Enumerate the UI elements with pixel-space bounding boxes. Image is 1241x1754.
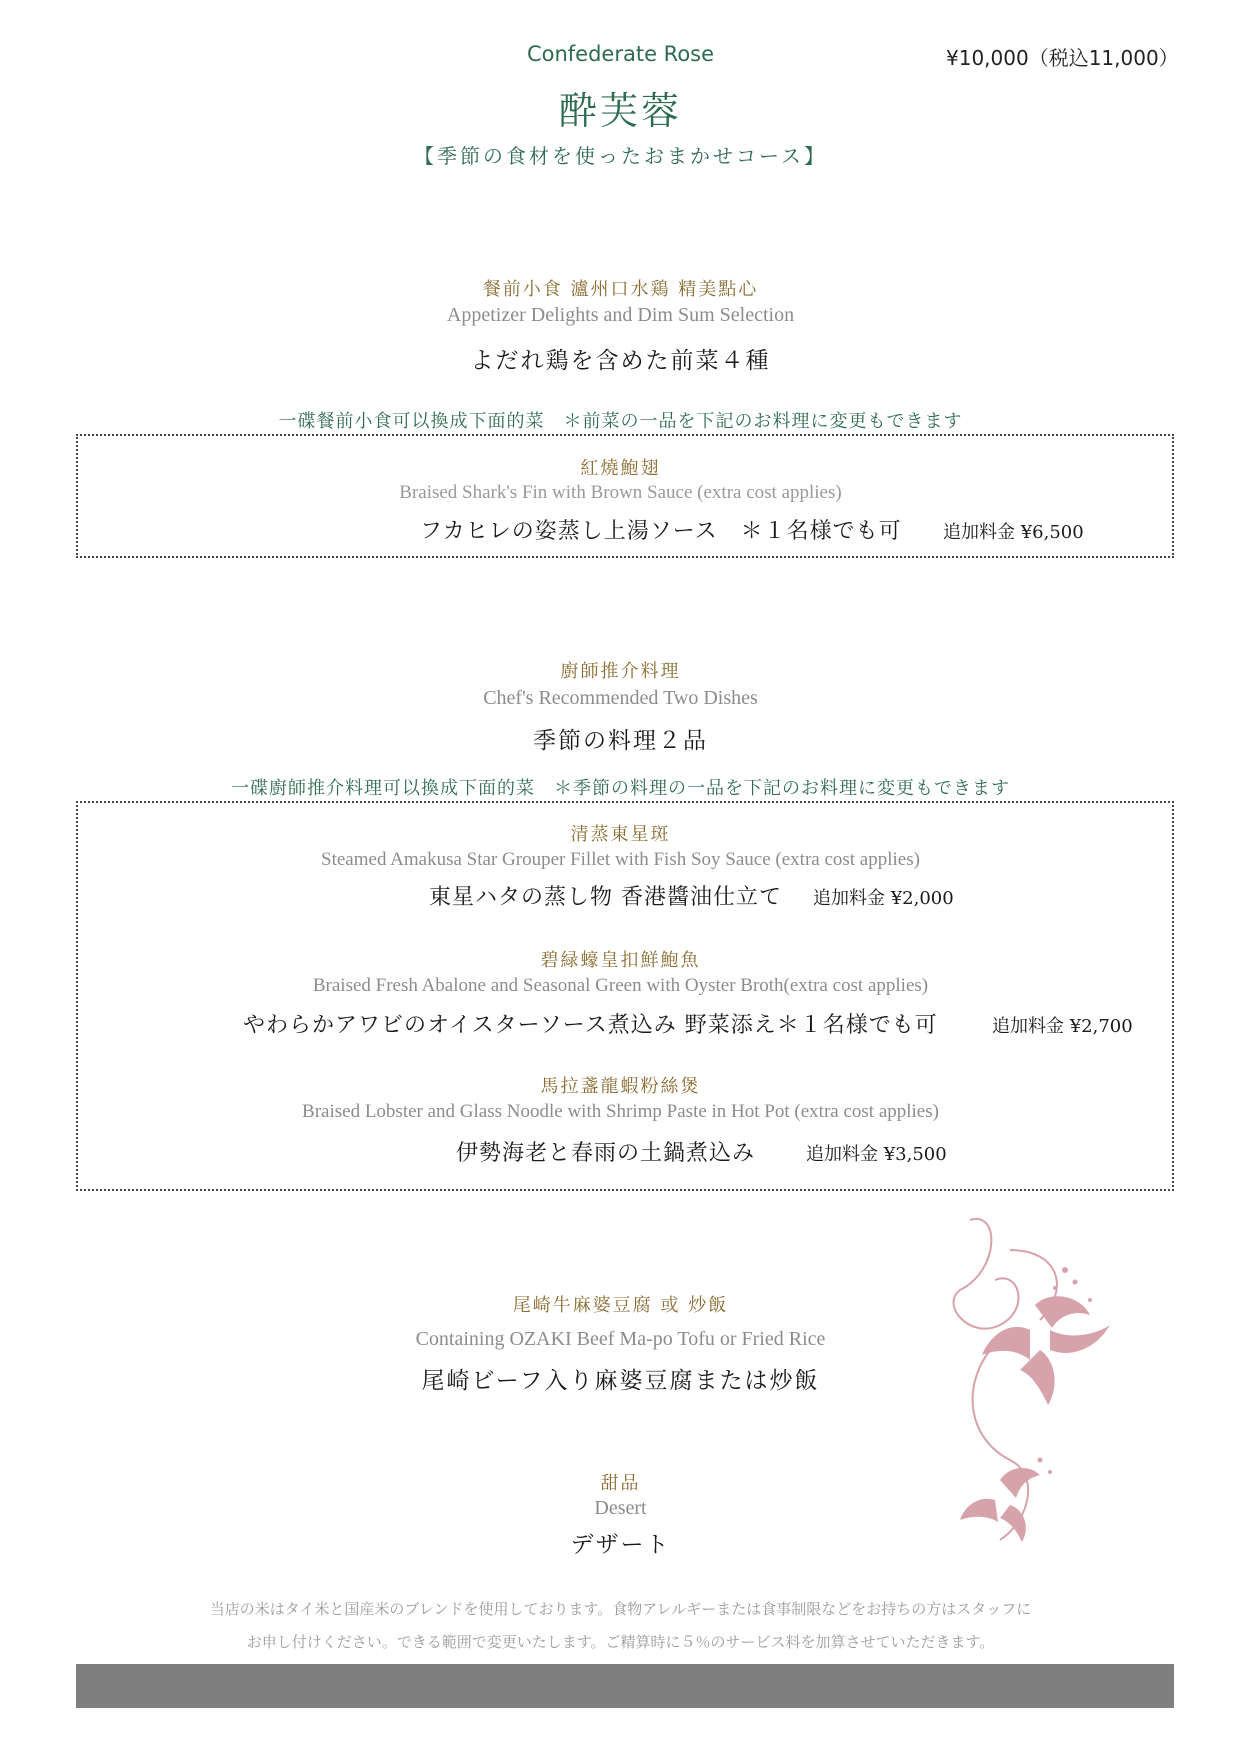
option-shark-fin-price: 追加料金 ¥6,500 xyxy=(943,522,1084,543)
option-lobster-price: 追加料金 ¥3,500 xyxy=(806,1144,947,1165)
dessert-en: Desert xyxy=(594,1497,647,1519)
page-title: 酔芙蓉 xyxy=(558,89,682,133)
footer-bar xyxy=(76,1664,1174,1708)
chef-en: Chef's Recommended Two Dishes xyxy=(483,687,758,709)
option-grouper-zh: 清蒸東星斑 xyxy=(570,824,671,845)
footer-note-line-2: お申し付けください。できる範囲で変更いたします。ご精算時に５％のサービス料を加算させていただきます。 xyxy=(246,1633,995,1651)
subtitle-en: Confederate Rose xyxy=(526,42,715,66)
main-jp: 尾崎ビーフ入り麻婆豆腐または炒飯 xyxy=(421,1368,820,1394)
price: ¥10,000（税込11,000） xyxy=(946,46,1179,70)
appetizer-zh: 餐前小食 瀘州口水鶏 精美點心 xyxy=(482,279,759,300)
appetizer-en: Appetizer Delights and Dim Sum Selection xyxy=(446,304,795,326)
option-lobster-zh: 馬拉盞龍蝦粉絲煲 xyxy=(540,1076,701,1097)
option-abalone-price: 追加料金 ¥2,700 xyxy=(992,1016,1133,1037)
dessert-zh: 甜品 xyxy=(600,1473,641,1494)
course-description: 【季節の食材を使ったおまかせコース】 xyxy=(414,144,827,168)
option-grouper-price: 追加料金 ¥2,000 xyxy=(813,888,954,909)
chef-jp: 季節の料理２品 xyxy=(533,728,708,754)
option-abalone-en: Braised Fresh Abalone and Seasonal Green with Oyster Broth(extra cost applies) xyxy=(312,975,929,996)
option-shark-fin-jp: フカヒレの姿蒸し上湯ソース ＊１名様でも可 xyxy=(420,519,902,544)
option-grouper-en: Steamed Amakusa Star Grouper Fillet with Fish Soy Sauce (extra cost applies) xyxy=(321,849,920,870)
footer-note-line-1: 当店の米はタイ米と国産米のブレンドを使用しております。食物アレルギーまたは食事制限などをお持ちの方はスタッフに xyxy=(209,1600,1032,1618)
main-zh: 尾崎牛麻婆豆腐 或 炒飯 xyxy=(512,1295,729,1316)
main-en: Containing OZAKI Beef Ma-po Tofu or Fried Rice xyxy=(415,1328,826,1350)
chef-swap-note: 一碟廚師推介料理可以換成下面的菜 ＊季節の料理の一品を下記のお料理に変更もできます xyxy=(231,778,1010,799)
option-lobster-jp: 伊勢海老と春雨の土鍋煮込み xyxy=(456,1141,756,1166)
chef-zh: 廚師推介料理 xyxy=(560,661,681,682)
option-shark-fin-zh: 紅燒鮑翅 xyxy=(580,458,661,479)
option-abalone-jp: やわらかアワビのオイスターソース煮込み 野菜添え＊１名様でも可 xyxy=(243,1013,938,1038)
option-abalone-zh: 碧緑蠔皇扣鮮鮑魚 xyxy=(540,950,701,971)
option-lobster-en: Braised Lobster and Glass Noodle with Shrimp Paste in Hot Pot (extra cost applies) xyxy=(302,1101,939,1122)
appetizer-jp: よだれ鶏を含めた前菜４種 xyxy=(470,348,771,374)
option-grouper-jp: 東星ハタの蒸し物 香港醬油仕立て xyxy=(429,885,782,910)
appetizer-swap-note: 一碟餐前小食可以換成下面的菜 ＊前菜の一品を下記のお料理に変更もできます xyxy=(278,411,963,432)
option-shark-fin-en: Braised Shark's Fin with Brown Sauce (extra cost applies) xyxy=(399,482,842,503)
dessert-jp: デザート xyxy=(570,1532,671,1558)
